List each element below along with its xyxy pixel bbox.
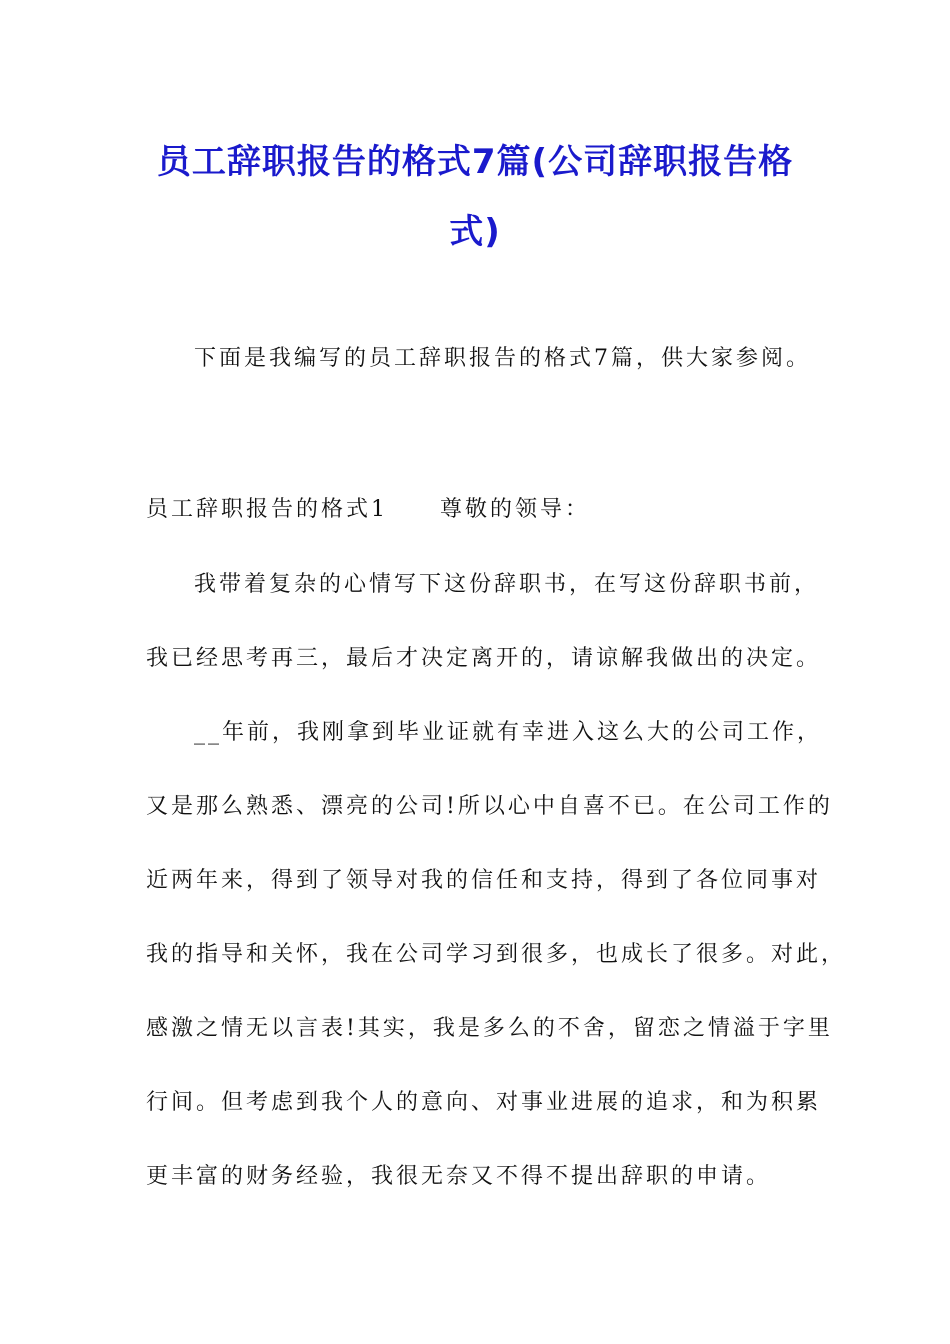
paragraph-1-line-2: 我已经思考再三，最后才决定离开的，请谅解我做出的决定。 [146, 646, 822, 671]
paragraph-2-line-5: 感激之情无以言表!其实，我是多么的不舍，留恋之情溢于字里 [146, 1016, 833, 1041]
section-heading: 员工辞职报告的格式1 [146, 497, 388, 522]
paragraph-2-line-4: 我的指导和关怀，我在公司学习到很多，也成长了很多。对此， [146, 942, 847, 967]
paragraph-2-line-6: 行间。但考虑到我个人的意向、对事业进展的追求，和为积累 [146, 1090, 822, 1115]
paragraph-2-line-2: 又是那么熟悉、漂亮的公司!所以心中自喜不已。在公司工作的 [146, 794, 833, 819]
paragraph-2-line-3: 近两年来，得到了领导对我的信任和支持，得到了各位同事对 [146, 868, 822, 893]
paragraph-1-line-1: 我带着复杂的心情写下这份辞职书，在写这份辞职书前， [194, 572, 820, 597]
section-heading-row [146, 495, 590, 525]
salutation: 尊敬的领导： [440, 497, 591, 522]
document-title-line-1: 员工辞职报告的格式7篇(公司辞职报告格 [156, 142, 794, 182]
paragraph-2-line-1: __年前，我刚拿到毕业证就有幸进入这么大的公司工作， [194, 720, 823, 745]
paragraph-2-line-7: 更丰富的财务经验，我很无奈又不得不提出辞职的申请。 [146, 1164, 772, 1189]
intro-paragraph: 下面是我编写的员工辞职报告的格式7篇，供大家参阅。 [194, 346, 811, 371]
document-title-line-2: 式) [449, 212, 501, 252]
